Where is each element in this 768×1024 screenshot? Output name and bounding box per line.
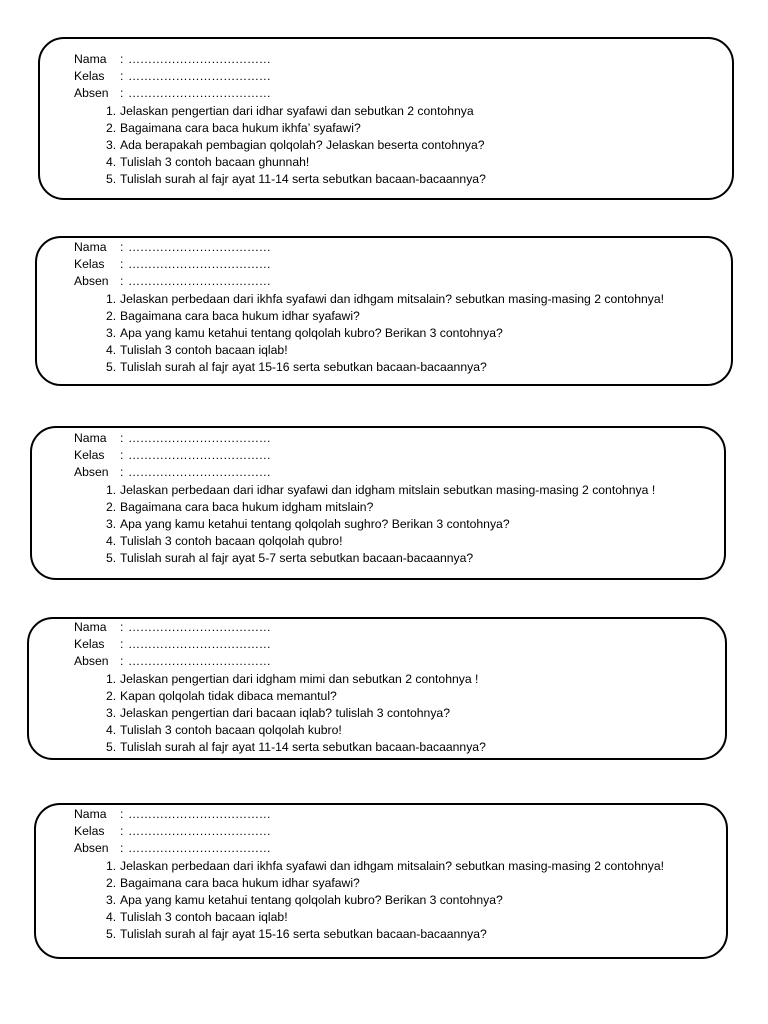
question-number <box>74 688 120 705</box>
question-number <box>74 137 120 154</box>
nama-field <box>74 619 486 636</box>
question-number-text: 3. <box>106 892 117 907</box>
kelas-blank[interactable]: ……………………………… <box>128 257 271 272</box>
quiz-card-4 <box>27 617 727 760</box>
field-separator: : <box>120 465 124 480</box>
question-number <box>74 154 120 171</box>
question-text: Jelaskan perbedaan dari ikhfa syafawi dan idhgam mitsalain? sebutkan masing-masing 2 contohnya! <box>120 858 665 873</box>
question-item <box>74 291 664 308</box>
field-separator: : <box>120 69 124 84</box>
question-item <box>74 499 655 516</box>
question-text: Jelaskan pengertian dari idhar syafawi dan sebutkan 2 contohnya <box>120 103 474 118</box>
question-text: Tulislah surah al fajr ayat 11-14 serta sebutkan bacaan-bacaannya? <box>120 740 486 755</box>
question-text: Apa yang kamu ketahui tentang qolqolah kubro? Berikan 3 contohnya? <box>120 325 503 340</box>
question-number <box>74 359 120 376</box>
absen-label: Absen <box>74 841 109 856</box>
nama-label: Nama <box>74 52 107 66</box>
kelas-blank[interactable]: ……………………………… <box>128 69 271 84</box>
nama-field <box>74 51 486 68</box>
question-number <box>74 516 120 533</box>
nama-blank[interactable]: ……………………………… <box>128 52 271 66</box>
question-number-text: 4. <box>106 155 117 170</box>
field-separator: : <box>120 841 124 856</box>
kelas-label: Kelas <box>74 69 105 84</box>
question-number <box>74 722 120 739</box>
question-number <box>74 103 120 120</box>
question-text: Tulislah surah al fajr ayat 15-16 serta sebutkan bacaan-bacaannya? <box>120 927 487 942</box>
question-text: Tulislah 3 contoh bacaan qolqolah kubro! <box>120 723 342 738</box>
question-item <box>74 342 664 359</box>
kelas-field <box>74 636 486 653</box>
question-number-text: 2. <box>106 120 117 135</box>
nama-field <box>74 430 655 447</box>
absen-field <box>74 273 664 290</box>
question-text: Tulislah surah al fajr ayat 15-16 serta sebutkan bacaan-bacaannya? <box>120 360 487 375</box>
question-item <box>74 308 664 325</box>
question-number-text: 4. <box>106 534 117 549</box>
absen-blank[interactable]: ……………………………… <box>128 654 271 669</box>
kelas-field <box>74 823 664 840</box>
card-content <box>74 51 486 189</box>
question-text: Tulislah 3 contoh bacaan qolqolah qubro! <box>120 534 343 549</box>
question-item <box>74 171 486 188</box>
question-number <box>74 533 120 550</box>
question-text: Apa yang kamu ketahui tentang qolqolah sughro? Berikan 3 contohnya? <box>120 516 510 531</box>
card-content <box>74 430 655 568</box>
question-item <box>74 705 486 722</box>
question-number <box>74 325 120 342</box>
kelas-blank[interactable]: ……………………………… <box>128 637 271 652</box>
quiz-card-1 <box>38 37 734 200</box>
question-item <box>74 533 655 550</box>
card-content <box>74 239 664 377</box>
question-number <box>74 342 120 359</box>
nama-field <box>74 806 664 823</box>
question-number <box>74 705 120 722</box>
kelas-label: Kelas <box>74 824 105 839</box>
nama-label: Nama <box>74 620 107 634</box>
card-content <box>74 619 486 757</box>
question-number <box>74 482 120 499</box>
question-item <box>74 858 664 875</box>
absen-field <box>74 653 486 670</box>
absen-field <box>74 464 655 481</box>
nama-blank[interactable]: ……………………………… <box>128 240 271 254</box>
question-number-text: 3. <box>106 705 117 720</box>
field-separator: : <box>120 654 124 669</box>
question-text: Bagaimana cara baca hukum idgham mitslain? <box>120 499 374 514</box>
question-number <box>74 875 120 892</box>
question-number <box>74 171 120 188</box>
kelas-blank[interactable]: ……………………………… <box>128 824 271 839</box>
question-item <box>74 325 664 342</box>
question-list <box>74 482 655 568</box>
nama-field <box>74 239 664 256</box>
question-text: Bagaimana cara baca hukum idhar syafawi? <box>120 875 360 890</box>
question-text: Apa yang kamu ketahui tentang qolqolah kubro? Berikan 3 contohnya? <box>120 892 503 907</box>
question-item <box>74 875 664 892</box>
question-item <box>74 892 664 909</box>
field-separator: : <box>120 620 124 634</box>
question-item <box>74 722 486 739</box>
field-separator: : <box>120 240 124 254</box>
question-number <box>74 671 120 688</box>
question-text: Ada berapakah pembagian qolqolah? Jelaskan beserta contohnya? <box>120 137 485 152</box>
question-text: Tulislah surah al fajr ayat 5-7 serta sebutkan bacaan-bacaannya? <box>120 551 474 566</box>
question-number-text: 1. <box>106 858 117 873</box>
quiz-card-3 <box>30 426 726 580</box>
question-number-text: 2. <box>106 308 117 323</box>
question-text: Bagaimana cara baca hukum ikhfa’ syafawi? <box>120 120 361 135</box>
field-separator: : <box>120 257 124 272</box>
nama-blank[interactable]: ……………………………… <box>128 620 271 634</box>
absen-label: Absen <box>74 465 109 480</box>
question-number <box>74 739 120 756</box>
absen-label: Absen <box>74 86 109 101</box>
nama-blank[interactable]: ……………………………… <box>128 431 271 445</box>
question-number-text: 5. <box>106 551 117 566</box>
field-separator: : <box>120 824 124 839</box>
nama-label: Nama <box>74 431 107 445</box>
question-number-text: 1. <box>106 671 117 686</box>
question-number-text: 5. <box>106 927 117 942</box>
question-number-text: 5. <box>106 740 117 755</box>
field-separator: : <box>120 807 124 821</box>
question-number-text: 2. <box>106 688 117 703</box>
question-text: Tulislah 3 contoh bacaan iqlab! <box>120 910 288 925</box>
question-item <box>74 909 664 926</box>
question-number-text: 1. <box>106 103 117 118</box>
question-number-text: 2. <box>106 875 117 890</box>
question-text: Bagaimana cara baca hukum idhar syafawi? <box>120 308 360 323</box>
nama-label: Nama <box>74 807 107 821</box>
question-text: Tulislah surah al fajr ayat 11-14 serta sebutkan bacaan-bacaannya? <box>120 172 486 187</box>
question-number-text: 2. <box>106 499 117 514</box>
question-text: Jelaskan pengertian dari idgham mimi dan sebutkan 2 contohnya ! <box>120 671 479 686</box>
absen-blank[interactable]: ……………………………… <box>128 86 271 101</box>
field-separator: : <box>120 86 124 101</box>
question-item <box>74 516 655 533</box>
question-item <box>74 926 664 943</box>
question-number <box>74 926 120 943</box>
kelas-field <box>74 447 655 464</box>
question-number-text: 3. <box>106 516 117 531</box>
kelas-label: Kelas <box>74 637 105 652</box>
question-text: Tulislah 3 contoh bacaan iqlab! <box>120 343 288 358</box>
kelas-label: Kelas <box>74 448 105 463</box>
question-number <box>74 892 120 909</box>
question-list <box>74 858 664 944</box>
question-number <box>74 291 120 308</box>
field-separator: : <box>120 431 124 445</box>
question-item <box>74 137 486 154</box>
quiz-card-2 <box>35 236 733 386</box>
question-list <box>74 291 664 377</box>
question-number <box>74 858 120 875</box>
field-separator: : <box>120 274 124 289</box>
absen-field <box>74 85 486 102</box>
question-text: Jelaskan perbedaan dari idhar syafawi dan idgham mitslain sebutkan masing-masing 2 contohnya ! <box>120 482 656 497</box>
question-text: Tulislah 3 contoh bacaan ghunnah! <box>120 155 310 170</box>
field-separator: : <box>120 52 124 66</box>
question-number-text: 1. <box>106 291 117 306</box>
question-number <box>74 308 120 325</box>
absen-field <box>74 840 664 857</box>
question-number <box>74 499 120 516</box>
field-separator: : <box>120 448 124 463</box>
question-list <box>74 671 486 757</box>
question-number-text: 4. <box>106 343 117 358</box>
question-item <box>74 120 486 137</box>
question-text: Jelaskan pengertian dari bacaan iqlab? tulislah 3 contohnya? <box>120 705 450 720</box>
absen-label: Absen <box>74 654 109 669</box>
kelas-field <box>74 68 486 85</box>
absen-blank[interactable]: ……………………………… <box>128 465 271 480</box>
absen-label: Absen <box>74 274 109 289</box>
question-item <box>74 550 655 567</box>
nama-label: Nama <box>74 240 107 254</box>
question-number <box>74 550 120 567</box>
question-number-text: 3. <box>106 325 117 340</box>
question-item <box>74 671 486 688</box>
kelas-label: Kelas <box>74 257 105 272</box>
kelas-field <box>74 256 664 273</box>
question-number-text: 4. <box>106 723 117 738</box>
question-number <box>74 120 120 137</box>
question-number-text: 4. <box>106 910 117 925</box>
question-number <box>74 909 120 926</box>
field-separator: : <box>120 637 124 652</box>
question-number-text: 1. <box>106 482 117 497</box>
nama-blank[interactable]: ……………………………… <box>128 807 271 821</box>
question-number-text: 5. <box>106 172 117 187</box>
question-text: Jelaskan perbedaan dari ikhfa syafawi dan idhgam mitsalain? sebutkan masing-masing 2 contohnya! <box>120 291 665 306</box>
card-content <box>74 806 664 944</box>
question-item <box>74 482 655 499</box>
question-item <box>74 154 486 171</box>
question-item <box>74 103 486 120</box>
absen-blank[interactable]: ……………………………… <box>128 274 271 289</box>
question-text: Kapan qolqolah tidak dibaca memantul? <box>120 688 337 703</box>
question-number-text: 5. <box>106 360 117 375</box>
question-item <box>74 739 486 756</box>
absen-blank[interactable]: ……………………………… <box>128 841 271 856</box>
kelas-blank[interactable]: ……………………………… <box>128 448 271 463</box>
question-item <box>74 359 664 376</box>
question-list <box>74 103 486 189</box>
quiz-card-5 <box>34 803 728 959</box>
question-number-text: 3. <box>106 137 117 152</box>
question-item <box>74 688 486 705</box>
